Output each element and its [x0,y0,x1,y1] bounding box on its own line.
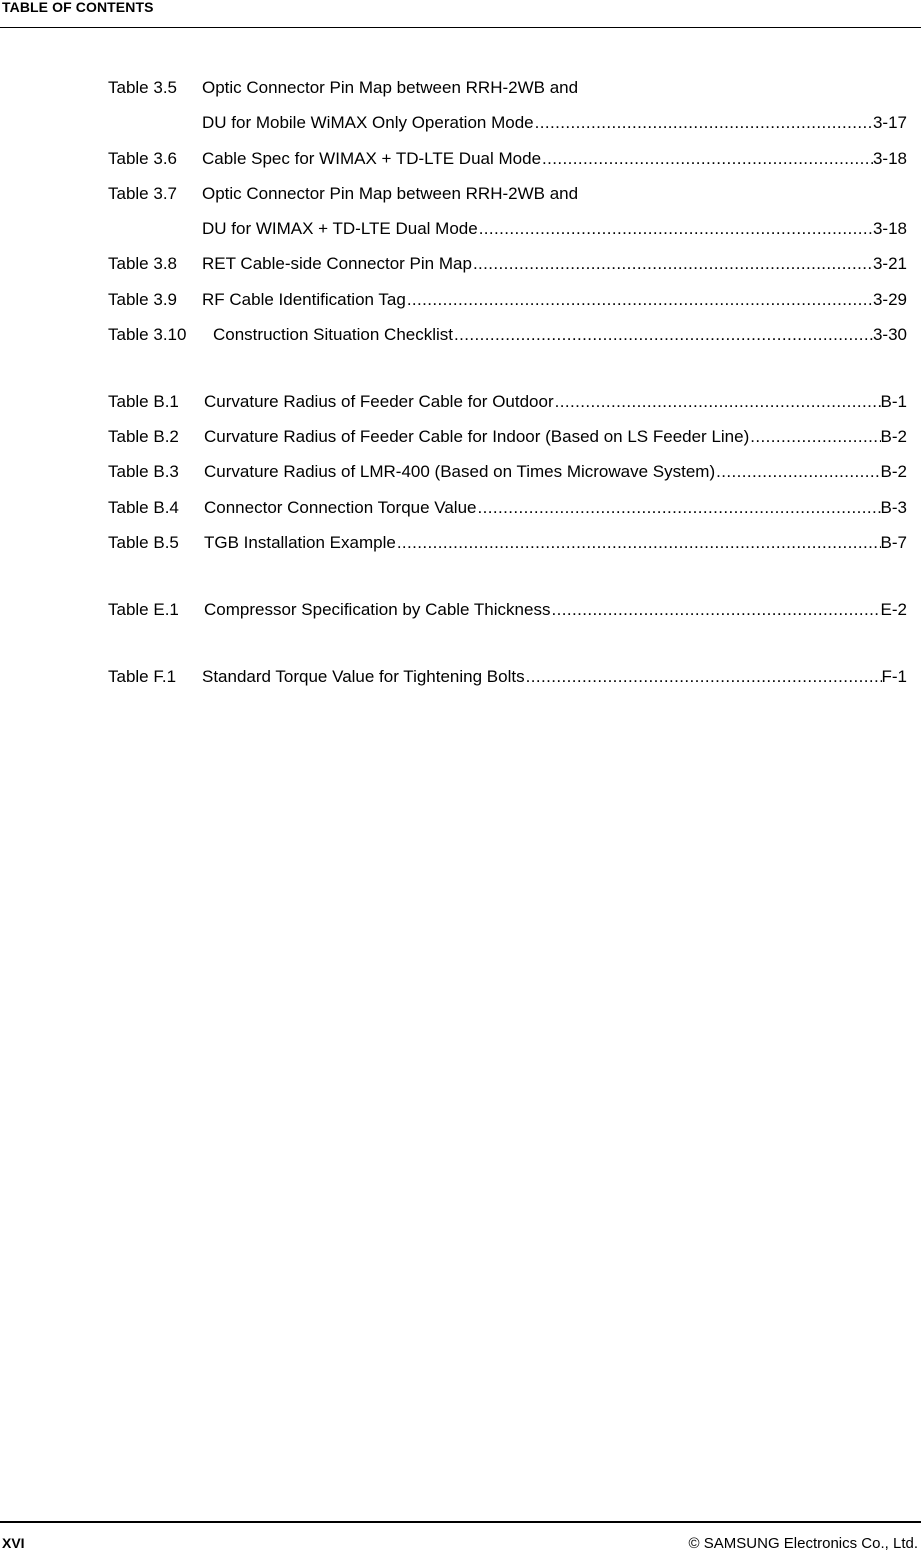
toc-entry-page: 3-18 [872,219,907,239]
dot-leader [749,419,880,454]
toc-entry-title: DU for Mobile WiMAX Only Operation Mode [202,113,534,133]
toc-entry-line [108,419,907,454]
toc-entry-number: Table 3.9 [108,289,177,309]
toc-entry-line [108,592,907,627]
toc-entry-page: E-2 [880,599,907,619]
toc-entry-table-b-2[interactable] [108,419,907,454]
dot-leader [453,317,873,352]
dot-leader [550,592,880,627]
toc-group-appendix-f [108,659,907,694]
dot-leader [477,490,881,525]
toc-entry-line [108,384,907,419]
toc-entry-table-f-1[interactable] [108,659,907,694]
toc-entry-page: B-1 [880,391,907,411]
toc-entry-table-3-5[interactable] [108,70,907,141]
toc-group-chapter-3 [108,70,907,352]
toc-entry-table-b-3[interactable] [108,454,907,489]
footer-page-label: XVI [2,1535,25,1551]
dot-leader [554,384,881,419]
toc-entry-page: B-7 [880,533,907,553]
toc-entry-number: Table 3.7 [108,183,177,203]
dot-leader [534,105,873,140]
toc-entry-title: DU for WIMAX + TD-LTE Dual Mode [202,219,478,239]
toc-entry-number: Table F.1 [108,666,177,686]
toc-entry-title: Curvature Radius of LMR-400 (Based on Times Microwave System) [204,462,716,482]
dot-leader [472,246,873,281]
toc-entry-table-3-7[interactable] [108,176,907,247]
toc-entry-page: 3-30 [872,325,907,345]
toc-entry-title: Standard Torque Value for Tightening Bolts [202,666,525,686]
toc-entry-line [108,176,907,211]
toc-entry-table-3-9[interactable] [108,282,907,317]
toc-entry-line [108,317,907,352]
toc-entry-number: Table 3.10 [108,325,187,345]
dot-leader [715,454,880,489]
toc-entry-table-3-10[interactable] [108,317,907,352]
footer-copyright: © SAMSUNG Electronics Co., Ltd. [688,1535,918,1552]
toc-group-appendix-b [108,384,907,560]
toc-entry-title: TGB Installation Example [204,533,396,553]
toc-entry-table-b-5[interactable] [108,525,907,560]
toc-entry-line [108,525,907,560]
toc-entry-table-e-1[interactable] [108,592,907,627]
toc-entry-line [108,490,907,525]
toc-entry-line [108,70,907,105]
toc-entry-page: 3-21 [872,254,907,274]
toc-entry-number: Table B.4 [108,497,179,517]
toc-entry-title: Optic Connector Pin Map between RRH-2WB and [202,183,579,203]
dot-leader [396,525,881,560]
toc-entry-line [108,246,907,281]
toc-entry-table-b-1[interactable] [108,384,907,419]
dot-leader [541,141,873,176]
toc-entry-line [108,659,907,694]
toc-entry-title: RF Cable Identification Tag [202,289,406,309]
toc-entry-page: 3-18 [872,148,907,168]
toc-entry-title: Connector Connection Torque Value [204,497,477,517]
dot-leader [525,659,882,694]
toc-entry-title: Construction Situation Checklist [213,325,454,345]
toc-entry-page: 3-17 [872,113,907,133]
dot-leader [406,282,873,317]
toc-group-appendix-e [108,592,907,627]
toc-entry-number: Table 3.8 [108,254,177,274]
toc-entry-title: Optic Connector Pin Map between RRH-2WB and [202,78,579,97]
toc-entry-number: Table 3.6 [108,148,177,168]
dot-leader [478,211,873,246]
toc-entry-table-3-6[interactable] [108,141,907,176]
toc-entry-number: Table E.1 [108,599,179,619]
toc-entry-number: Table B.3 [108,462,179,482]
toc-entry-title: Curvature Radius of Feeder Cable for Indoor (Based on LS Feeder Line) [204,427,750,447]
header-title: TABLE OF CONTENTS [2,0,154,15]
toc-entry-number: Table B.2 [108,427,179,447]
toc-entry-title: Compressor Specification by Cable Thickness [204,599,551,619]
toc-entry-page: 3-29 [872,289,907,309]
toc-entry-line [108,211,907,246]
toc-entry-page: B-2 [880,462,907,482]
toc-entry-number: Table 3.5 [108,78,177,97]
toc-entry-page: B-3 [880,497,907,517]
toc-entry-number: Table B.5 [108,533,179,553]
page-header [0,0,921,28]
toc-entry-line [108,141,907,176]
toc-entry-page: F-1 [881,666,907,686]
toc-entry-number: Table B.1 [108,391,179,411]
toc-entry-table-3-8[interactable] [108,246,907,281]
toc-entry-line [108,282,907,317]
toc-entry-page: B-2 [880,427,907,447]
toc-entry-table-b-4[interactable] [108,490,907,525]
toc-entry-title: Curvature Radius of Feeder Cable for Outdoor [204,391,554,411]
toc-entry-line [108,105,907,140]
toc-entry-line [108,454,907,489]
page-footer [0,1521,921,1551]
toc-entry-title: RET Cable-side Connector Pin Map [202,254,472,274]
toc-entry-title: Cable Spec for WIMAX + TD-LTE Dual Mode [202,148,542,168]
table-of-contents [108,70,907,725]
